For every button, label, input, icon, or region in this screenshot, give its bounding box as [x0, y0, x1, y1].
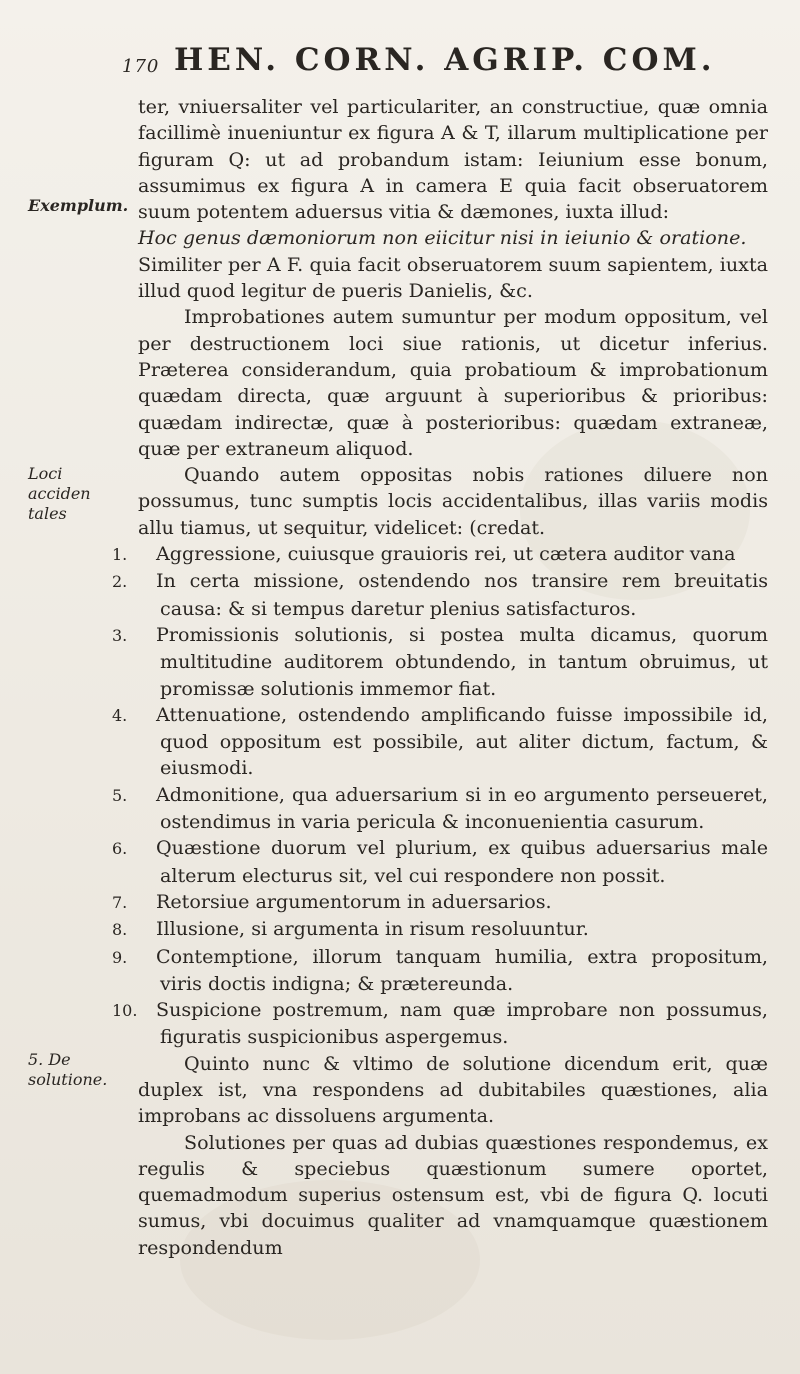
- item-number: 5.: [112, 785, 128, 805]
- item-number: 7.: [112, 892, 128, 912]
- list-item: [112, 622, 768, 702]
- item-number: 10.: [112, 1001, 138, 1021]
- running-head: HEN. CORN. AGRIP. COM.: [174, 42, 716, 78]
- list-item: [112, 568, 768, 622]
- paragraph: [138, 462, 768, 541]
- item-number: 9.: [112, 947, 128, 967]
- paragraph-text: Quando autem oppositas nobis rationes diluere non possumus, tunc sumptis locis accidentalibus, illas variis modis allu tiamus, ut sequitur, videlicet:: [138, 463, 768, 539]
- list-item: [112, 889, 768, 916]
- item-number: 1.: [112, 545, 128, 565]
- list-item: [112, 782, 768, 836]
- item-text: Contemptione, illorum tanquam humilia, extra propositum, viris doctis indigna; & prætereunda.: [156, 944, 768, 995]
- paragraph: Quinto nunc & vltimo de solutione dicendum erit, quæ duplex ist, vna respondens ad dubitabiles quæstiones, alia improbans ac dissoluens argumenta.: [138, 1051, 768, 1128]
- list-item: [112, 702, 768, 782]
- item-text: Admonitione, qua aduersarium si in eo argumento perseueret, ostendimus in varia pericula & inconuenientia casurum.: [156, 782, 768, 834]
- item-text: Promissionis solutionis, si postea multa dicamus, quorum multitudine auditorem obtundendo, in tantum obruimus, ut promissæ solutionis immemor fiat.: [156, 622, 768, 700]
- hanging-word: (credat.: [469, 515, 546, 539]
- page-number: 170: [122, 56, 160, 77]
- item-number: 4.: [112, 705, 128, 725]
- item-text: Quæstione duorum vel plurium, ex quibus aduersarius male alterum electurus sit, vel cui respondere non possit.: [156, 836, 768, 887]
- list-item: [112, 997, 768, 1051]
- item-number: 2.: [112, 572, 128, 592]
- item-text: Suspicione postremum, nam quæ improbare non possumus, figuratis suspicionibus aspergemus.: [156, 998, 768, 1049]
- paragraph: Solutiones per quas ad dubias quæstiones respondemus, ex regulis & speciebus quæstionum sumere oportet, quemadmodum superius ostensum est, vbi de figura Q. locuti sumus, vbi docuimus qualiter ad vnamquamque quæstionem respondendum: [138, 1130, 768, 1259]
- item-number: 6.: [112, 839, 128, 859]
- item-text: Attenuatione, ostendendo amplificando fuisse impossibile id, quod oppositum est possibile, aut aliter dictum, factum, & eiusmodi.: [156, 702, 768, 780]
- item-text: In certa missione, ostendendo nos transire rem breuitatis causa: & si tempus daretur plenius satisfacturos.: [156, 569, 768, 620]
- margin-note-loci: Loci acciden tales: [28, 464, 91, 523]
- list-item: [112, 916, 768, 943]
- list-item: [112, 541, 768, 568]
- list-item: [112, 835, 768, 889]
- item-text: Illusione, si argumenta in risum resoluuntur.: [156, 917, 589, 941]
- margin-note-exemplum: Exemplum.: [28, 196, 129, 215]
- paragraph: ter, vniuersaliter vel particulariter, an constructiue, quæ omnia facillimè inueniuntur ex figura A & T, illarum multiplicatione per figuram Q: ut ad probandum istam: Ieiunium esse bonum, assumimus ex figura A in camera E quia facit obseruatorem suum potentem aduersus vitia & dæmones, iuxta illud:: [138, 95, 768, 224]
- item-text: Retorsiue argumentorum in aduersarios.: [156, 889, 552, 913]
- item-number: 8.: [112, 920, 128, 940]
- paragraph: Similiter per A F. quia facit obseruatorem suum sapientem, iuxta illud quod legitur de pueris Danielis, &c.: [138, 252, 768, 303]
- paragraph: Improbationes autem sumuntur per modum oppositum, vel per destructionem loci siue rationis, ut dicetur inferius. Præterea considerandum, quia probatioum & improbationum quædam directa, quæ arguunt à superioribus & prioribus: quædam indirectæ, quæ à posterioribus: quædam extraneæ, quæ per extraneum aliquod.: [138, 305, 768, 460]
- page-header: [122, 36, 762, 80]
- list-item: [112, 944, 768, 998]
- body-text: [112, 94, 768, 1261]
- scripture-quote: Hoc genus dæmoniorum non eiicitur nisi in ieiunio & oratione.: [138, 226, 747, 250]
- item-number: 3.: [112, 625, 128, 645]
- item-text: Aggressione, cuiusque grauioris rei, ut cætera auditor vana: [156, 542, 736, 566]
- margin-note-solutione: 5. De solutione.: [28, 1050, 108, 1089]
